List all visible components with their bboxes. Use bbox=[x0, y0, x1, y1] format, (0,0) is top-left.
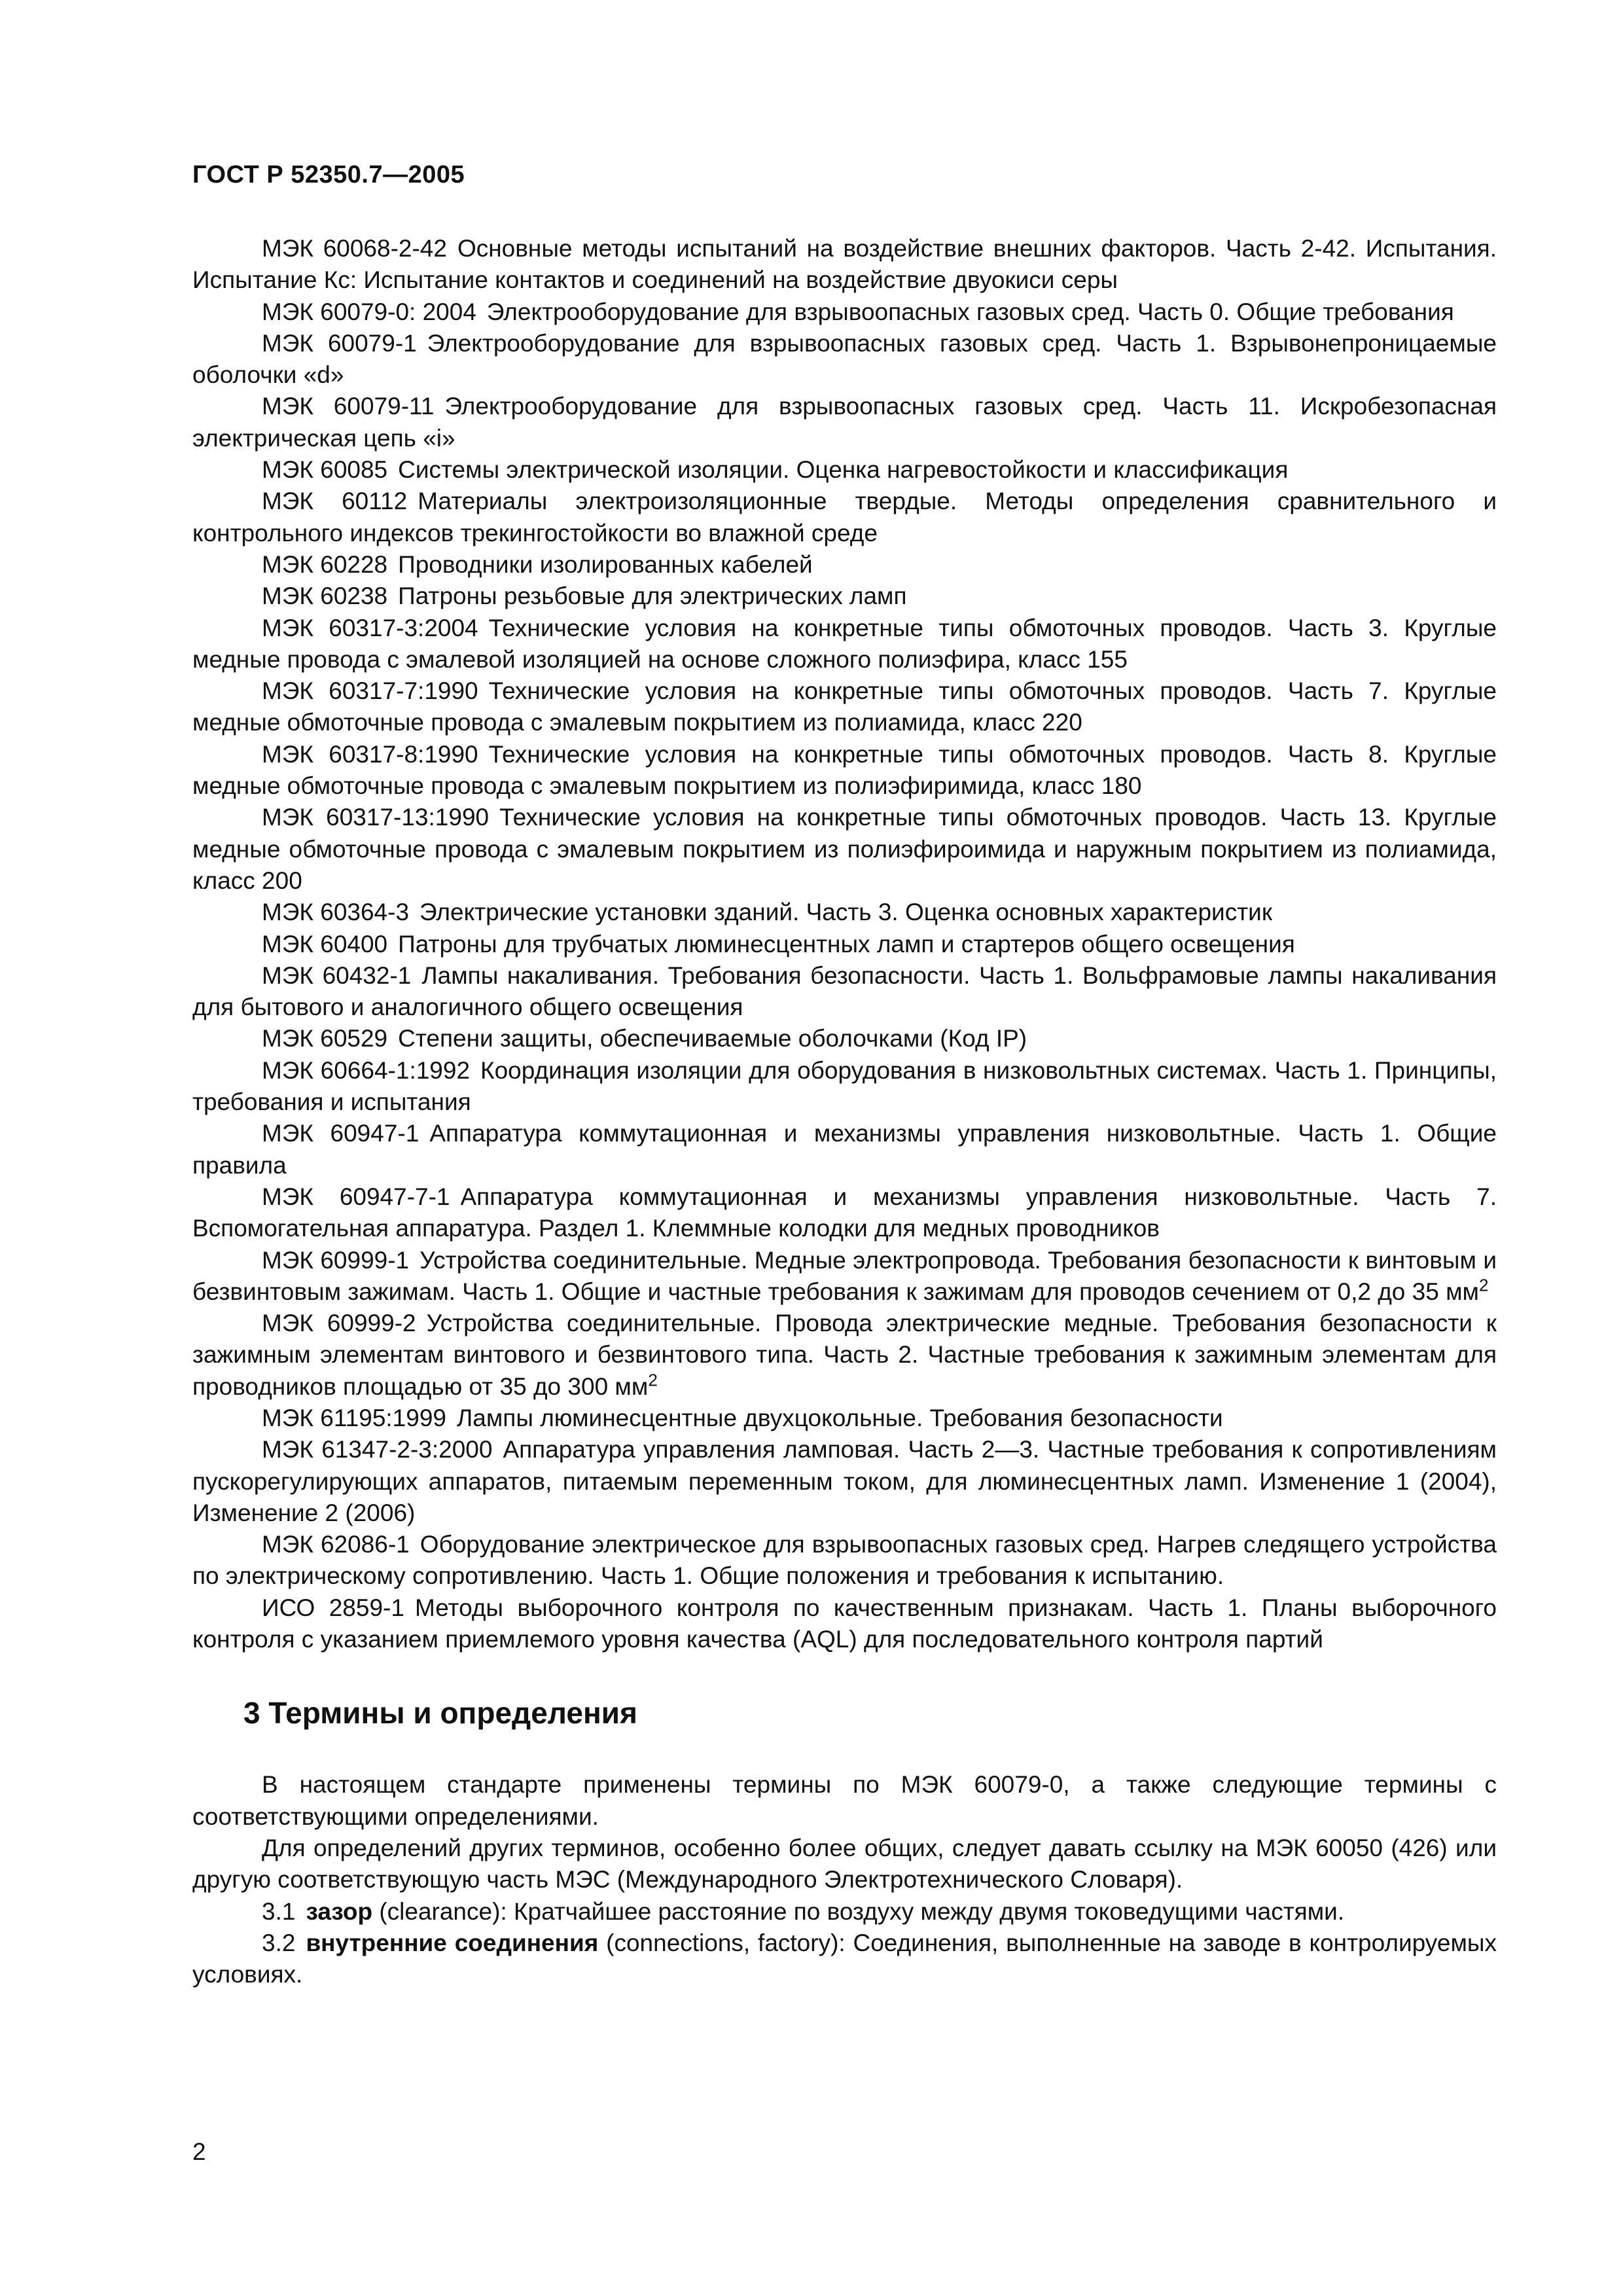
reference-title: Оборудование электрическое для взрывоопасных газовых сред. Нагрев следящего устройства по электрическому сопротивлению. Часть 1. Общие положения и требования к испытанию. bbox=[192, 1531, 1497, 1590]
reference-code: МЭК 60079-11 bbox=[262, 393, 435, 420]
reference-title: Аппаратура коммутационная и механизмы управления низковольтные. Часть 7. Вспомогательная аппаратура. Раздел 1. Клеммные колодки для медных проводников bbox=[192, 1183, 1497, 1242]
reference-title: Технические условия на конкретные типы обмоточных проводов. Часть 8. Круглые медные обмоточные провода с эмалевым покрытием из полиэфиримида, класс 180 bbox=[192, 740, 1497, 800]
reference-title: Электрические установки зданий. Часть 3. Оценка основных характеристик bbox=[419, 899, 1273, 926]
reference-item bbox=[192, 549, 1497, 581]
reference-item bbox=[192, 1055, 1497, 1119]
reference-code: ИСО 2859-1 bbox=[262, 1594, 404, 1621]
reference-title: Лампы накаливания. Требования безопасности. Часть 1. Вольфрамовые лампы накаливания для бытового и аналогичного общего освещения bbox=[192, 961, 1497, 1021]
reference-item bbox=[192, 391, 1497, 454]
page-number: 2 bbox=[192, 2138, 206, 2165]
term-number: 3.1 bbox=[262, 1897, 296, 1925]
reference-title: Степени защиты, обеспечиваемые оболочками (Код IP) bbox=[398, 1025, 1027, 1052]
reference-title: Электрооборудование для взрывоопасных газовых сред. Часть 11. Искробезопасная электрическая цепь «i» bbox=[192, 393, 1497, 452]
term-name: зазор bbox=[306, 1897, 373, 1925]
reference-title: Патроны для трубчатых люминесцентных ламп и стартеров общего освещения bbox=[398, 930, 1295, 958]
reference-code: МЭК 60317-13:1990 bbox=[262, 804, 490, 831]
document-body bbox=[192, 233, 1497, 1990]
reference-title: Технические условия на конкретные типы обмоточных проводов. Часть 13. Круглые медные обмоточные провода с эмалевым покрытием из полиэфироимида и наружным покрытием из полиамида, класс 200 bbox=[192, 804, 1497, 894]
reference-item bbox=[192, 1181, 1497, 1245]
term-definition bbox=[192, 1896, 1497, 1928]
document-code: ГОСТ Р 52350.7—2005 bbox=[192, 161, 465, 188]
reference-item bbox=[192, 296, 1497, 328]
reference-code: МЭК 62086-1 bbox=[262, 1531, 410, 1558]
term-name: внутренние соединения bbox=[306, 1929, 599, 1956]
reference-item bbox=[192, 1529, 1497, 1592]
reference-code: МЭК 60947-7-1 bbox=[262, 1183, 450, 1210]
reference-item bbox=[192, 675, 1497, 739]
superscript: 2 bbox=[648, 1370, 658, 1390]
section-heading: 3 Термины и определения bbox=[243, 1696, 637, 1731]
reference-title: Лампы люминесцентные двухцокольные. Требования безопасности bbox=[456, 1404, 1223, 1431]
reference-code: МЭК 60079-0: 2004 bbox=[262, 298, 476, 325]
reference-code: МЭК 60432-1 bbox=[262, 961, 412, 989]
reference-item bbox=[192, 802, 1497, 897]
reference-code: МЭК 60085 bbox=[262, 456, 388, 484]
reference-code: МЭК 60068-2-42 bbox=[262, 235, 447, 262]
reference-code: МЭК 60228 bbox=[262, 550, 388, 578]
reference-code: МЭК 60999-2 bbox=[262, 1310, 416, 1337]
reference-title: Технические условия на конкретные типы обмоточных проводов. Часть 3. Круглые медные провода с эмалевой изоляцией на основе сложного полиэфира, класс 155 bbox=[192, 614, 1497, 673]
reference-title: Электрооборудование для взрывоопасных газовых сред. Часть 0. Общие требования bbox=[486, 298, 1454, 325]
reference-title: Технические условия на конкретные типы обмоточных проводов. Часть 7. Круглые медные обмоточные провода с эмалевым покрытием из полиамида, класс 220 bbox=[192, 677, 1497, 736]
reference-title: Проводники изолированных кабелей bbox=[398, 550, 813, 578]
term-definition bbox=[192, 1928, 1497, 1991]
reference-title: Патроны резьбовые для электрических ламп bbox=[398, 583, 907, 610]
term-text: (connections, factory): Соединения, выполненные на заводе в контролируемых условиях. bbox=[192, 1929, 1497, 1988]
section-paragraph: Для определений других терминов, особенно более общих, следует давать ссылку на МЭК 60050 (426) или другую соответствующую часть МЭС (Международного Электротехнического Словаря). bbox=[192, 1834, 1497, 1893]
reference-title: Материалы электроизоляционные твердые. Методы определения сравнительного и контрольного индексов трекингостойкости во влажной среде bbox=[192, 488, 1497, 547]
reference-code: МЭК 60317-7:1990 bbox=[262, 677, 478, 705]
reference-title: Основные методы испытаний на воздействие внешних факторов. Часть 2-42. Испытания. Испытание Кс: Испытание контактов и соединений на воздействие двуокиси серы bbox=[192, 235, 1497, 294]
reference-code: МЭК 60317-3:2004 bbox=[262, 614, 478, 641]
reference-title: Координация изоляции для оборудования в низковольтных системах. Часть 1. Принципы, требования и испытания bbox=[192, 1056, 1497, 1116]
reference-code: МЭК 60400 bbox=[262, 930, 388, 958]
reference-item bbox=[192, 328, 1497, 391]
reference-item bbox=[192, 613, 1497, 676]
reference-item bbox=[192, 1592, 1497, 1656]
reference-item bbox=[192, 454, 1497, 486]
section-paragraph: В настоящем стандарте применены термины по МЭК 60079-0, а также следующие термины с соответствующими определениями. bbox=[192, 1771, 1497, 1830]
reference-item bbox=[192, 960, 1497, 1024]
reference-item bbox=[192, 897, 1497, 928]
reference-title: Методы выборочного контроля по качественным признакам. Часть 1. Планы выборочного контроля с указанием приемлемого уровня качества (AQL) для последовательного контроля партий bbox=[192, 1594, 1497, 1653]
reference-title: Устройства соединительные. Провода электрические медные. Требования безопасности к зажимным элементам винтового и безвинтового типа. Часть 2. Частные требования к зажимным элементам для проводников площадью от 35 до 300 мм bbox=[192, 1310, 1497, 1400]
reference-code: МЭК 60529 bbox=[262, 1025, 388, 1052]
term-number: 3.2 bbox=[262, 1929, 296, 1956]
reference-title: Аппаратура управления ламповая. Часть 2—3. Частные требования к сопротивлениям пускорегулирующих аппаратов, питаемым переменным током, для люминесцентных ламп. Изменение 1 (2004), Изменение 2 (2006) bbox=[192, 1436, 1497, 1526]
reference-item bbox=[192, 1308, 1497, 1403]
reference-code: МЭК 60364-3 bbox=[262, 899, 410, 926]
reference-code: МЭК 60317-8:1990 bbox=[262, 740, 478, 768]
reference-item bbox=[192, 929, 1497, 960]
normative-references-list bbox=[192, 233, 1497, 1655]
term-text: (clearance): Кратчайшее расстояние по воздуху между двумя токоведущими частями. bbox=[372, 1897, 1345, 1925]
reference-title: Электрооборудование для взрывоопасных газовых сред. Часть 1. Взрывонепроницаемые оболочки «d» bbox=[192, 329, 1497, 389]
reference-code: МЭК 60999-1 bbox=[262, 1246, 410, 1274]
reference-item bbox=[192, 581, 1497, 612]
reference-item bbox=[192, 1118, 1497, 1181]
reference-item bbox=[192, 233, 1497, 296]
reference-item bbox=[192, 739, 1497, 802]
reference-code: МЭК 60664-1:1992 bbox=[262, 1056, 471, 1084]
reference-title: Системы электрической изоляции. Оценка нагревостойкости и классификация bbox=[398, 456, 1289, 484]
reference-item bbox=[192, 1403, 1497, 1434]
reference-title: Аппаратура коммутационная и механизмы управления низковольтные. Часть 1. Общие правила bbox=[192, 1120, 1497, 1179]
reference-item bbox=[192, 1023, 1497, 1054]
reference-code: МЭК 60079-1 bbox=[262, 329, 417, 357]
reference-code: МЭК 61347-2-3:2000 bbox=[262, 1436, 493, 1463]
reference-title: Устройства соединительные. Медные электропровода. Требования безопасности к винтовым и безвинтовым зажимам. Часть 1. Общие и частные требования к зажимам для проводов сечением от 0,2 до 35 мм bbox=[192, 1246, 1497, 1305]
reference-code: МЭК 61195:1999 bbox=[262, 1404, 446, 1431]
superscript: 2 bbox=[1478, 1275, 1489, 1295]
reference-code: МЭК 60947-1 bbox=[262, 1120, 419, 1147]
reference-item bbox=[192, 486, 1497, 549]
reference-code: МЭК 60112 bbox=[262, 488, 408, 515]
reference-code: МЭК 60238 bbox=[262, 583, 388, 610]
reference-item bbox=[192, 1245, 1497, 1308]
reference-item bbox=[192, 1434, 1497, 1529]
